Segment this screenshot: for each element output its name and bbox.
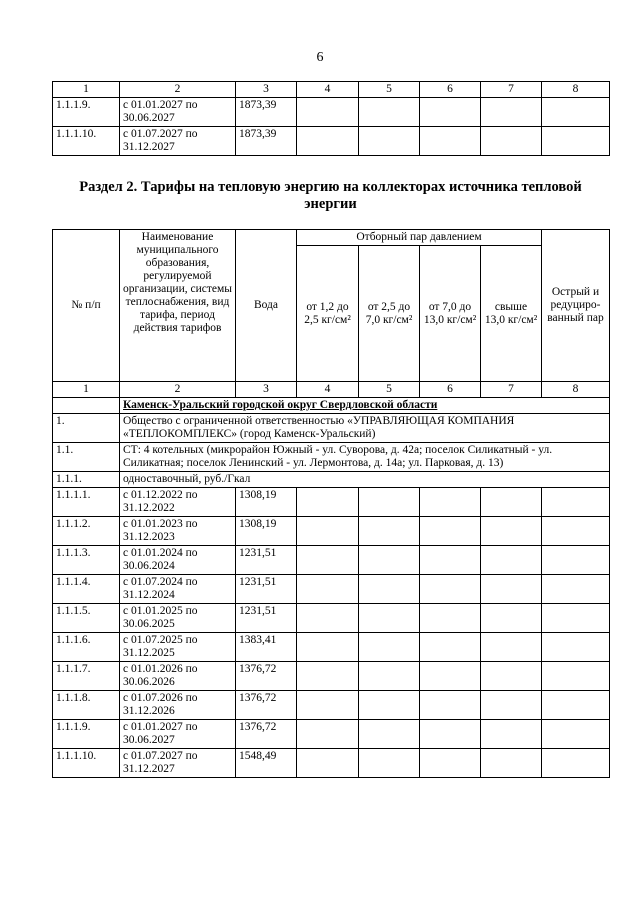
empty-cell [297,604,359,633]
empty-cell [542,546,610,575]
system-name: СТ: 4 котельных (микрорайон Южный - ул. Суворова, д. 42а; поселок Силикатный - ул. Силикатная; поселок Ленинский - ул. Лермонтова, д. 14а; ул. Парковая, д. 13) [120,443,610,472]
district-name: Каменск-Уральский городской округ Свердловской области [120,398,610,414]
empty-cell [542,517,610,546]
row-period: с 01.01.2027 по 30.06.2027 [120,98,236,127]
empty-cell [542,662,610,691]
empty-cell [297,98,359,127]
empty-cell [481,691,542,720]
row-num: 1.1.1.8. [53,691,120,720]
row-period: с 01.07.2025 по 31.12.2025 [120,633,236,662]
empty-cell [481,127,542,156]
header-name: Наименование муниципального образования, регулируемой организации, системы теплоснабжения, вид тарифа, период действия тарифов [120,230,236,382]
empty-cell [481,517,542,546]
empty-cell [359,604,420,633]
row-period: с 01.07.2026 по 31.12.2026 [120,691,236,720]
row-num: 1.1.1.10. [53,127,120,156]
empty-cell [297,488,359,517]
empty-cell [297,691,359,720]
empty-cell [359,98,420,127]
empty-cell [481,546,542,575]
row-water: 1308,19 [236,517,297,546]
empty-cell [542,98,610,127]
empty-cell [542,604,610,633]
system-row [53,443,610,472]
row-num: 1.1.1.7. [53,662,120,691]
org-name: Общество с ограниченной ответственностью «УПРАВЛЯЮЩАЯ КОМПАНИЯ «ТЕПЛОКОМПЛЕКС» (город Каменск-Уральский) [120,414,610,443]
row-water: 1383,41 [236,633,297,662]
empty-cell [542,633,610,662]
row-period: с 01.01.2027 по 30.06.2027 [120,720,236,749]
empty-cell [542,749,610,778]
row-num: 1.1.1.5. [53,604,120,633]
row-period: с 01.01.2025 по 30.06.2025 [120,604,236,633]
column-number-5: 5 [359,382,420,398]
row-water: 1231,51 [236,604,297,633]
header-water: Вода [236,230,297,382]
row-water: 1231,51 [236,575,297,604]
header-steam-1: от 1,2 до 2,5 кг/см² [297,246,359,382]
table-row [53,546,610,575]
row-period: с 01.01.2023 по 31.12.2023 [120,517,236,546]
empty-cell [542,127,610,156]
column-numbers-row [53,382,610,398]
header-num: № п/п [53,230,120,382]
header-steam-group: Отборный пар давлением [297,230,542,246]
column-number-7: 7 [481,82,542,98]
empty-cell [359,127,420,156]
section-title: Раздел 2. Тарифы на тепловую энергию на коллекторах источника тепловой энергии [79,179,582,212]
top-tariff-table [52,81,610,156]
header-sharp-steam: Острый и редуциро-ванный пар [542,230,610,382]
column-number-5: 5 [359,82,420,98]
empty-cell [481,575,542,604]
tariff-name: одноставочный, руб./Гкал [120,472,610,488]
tariff-num: 1.1.1. [53,472,120,488]
empty-cell [542,488,610,517]
table-row [53,98,610,127]
empty-cell [542,691,610,720]
row-water: 1308,19 [236,488,297,517]
row-num: 1.1.1.9. [53,98,120,127]
empty-cell [420,517,481,546]
row-num: 1.1.1.6. [53,633,120,662]
empty-cell [359,488,420,517]
empty-cell [420,604,481,633]
tariff-type-row [53,472,610,488]
empty-cell [420,662,481,691]
row-num: 1.1.1.2. [53,517,120,546]
row-water: 1548,49 [236,749,297,778]
column-number-3: 3 [236,82,297,98]
column-numbers-row [53,82,610,98]
empty-cell [420,98,481,127]
row-water: 1376,72 [236,662,297,691]
column-number-8: 8 [542,82,610,98]
column-number-4: 4 [297,82,359,98]
empty-cell [420,488,481,517]
table-row [53,633,610,662]
row-water: 1376,72 [236,720,297,749]
main-tariff-table [52,229,610,778]
empty-cell [359,546,420,575]
row-num: 1.1.1.1. [53,488,120,517]
empty-cell [297,749,359,778]
column-number-3: 3 [236,382,297,398]
empty-cell [359,575,420,604]
column-number-8: 8 [542,382,610,398]
empty-cell [297,662,359,691]
empty-cell [359,749,420,778]
empty-cell [359,691,420,720]
empty-cell [481,488,542,517]
column-number-6: 6 [420,382,481,398]
header-row [53,230,610,246]
row-period: с 01.12.2022 по 31.12.2022 [120,488,236,517]
empty-cell [420,575,481,604]
empty-cell [297,127,359,156]
empty-cell [420,127,481,156]
column-number-4: 4 [297,382,359,398]
empty-cell [420,691,481,720]
row-period: с 01.07.2027 по 31.12.2027 [120,127,236,156]
column-number-2: 2 [120,82,236,98]
column-number-1: 1 [53,82,120,98]
empty-cell [359,633,420,662]
column-number-2: 2 [120,382,236,398]
row-period: с 01.07.2027 по 31.12.2027 [120,749,236,778]
column-number-6: 6 [420,82,481,98]
row-num: 1.1.1.10. [53,749,120,778]
district-row [53,398,610,414]
org-row [53,414,610,443]
empty-cell [297,633,359,662]
empty-cell [420,749,481,778]
row-num: 1.1.1.9. [53,720,120,749]
empty-cell [297,720,359,749]
table-row [53,662,610,691]
header-steam-4: свыше 13,0 кг/см² [481,246,542,382]
empty-cell [481,720,542,749]
table-row [53,720,610,749]
page-number: 6 [316,50,324,65]
empty-cell [481,633,542,662]
row-water: 1873,39 [236,98,297,127]
empty-cell [420,633,481,662]
org-num: 1. [53,414,120,443]
table-row [53,517,610,546]
empty-cell [481,749,542,778]
table-row [53,691,610,720]
empty-cell [542,575,610,604]
column-number-7: 7 [481,382,542,398]
table-row [53,488,610,517]
row-period: с 01.01.2026 по 30.06.2026 [120,662,236,691]
row-period: с 01.07.2024 по 31.12.2024 [120,575,236,604]
system-num: 1.1. [53,443,120,472]
empty-cell [359,720,420,749]
table-row [53,604,610,633]
empty-cell [420,720,481,749]
header-steam-2: от 2,5 до 7,0 кг/см² [359,246,420,382]
empty-cell [481,604,542,633]
row-water: 1376,72 [236,691,297,720]
empty-cell [359,517,420,546]
column-number-1: 1 [53,382,120,398]
empty-cell [297,517,359,546]
empty-cell [481,662,542,691]
table-row [53,127,610,156]
empty-cell [297,546,359,575]
row-period: с 01.01.2024 по 30.06.2024 [120,546,236,575]
empty-cell [297,575,359,604]
table-row [53,749,610,778]
header-steam-3: от 7,0 до 13,0 кг/см² [420,246,481,382]
empty-cell [542,720,610,749]
empty-cell [359,662,420,691]
row-num: 1.1.1.3. [53,546,120,575]
row-water: 1231,51 [236,546,297,575]
row-num: 1.1.1.4. [53,575,120,604]
row-water: 1873,39 [236,127,297,156]
empty-cell [420,546,481,575]
table-row [53,575,610,604]
empty-cell [481,98,542,127]
